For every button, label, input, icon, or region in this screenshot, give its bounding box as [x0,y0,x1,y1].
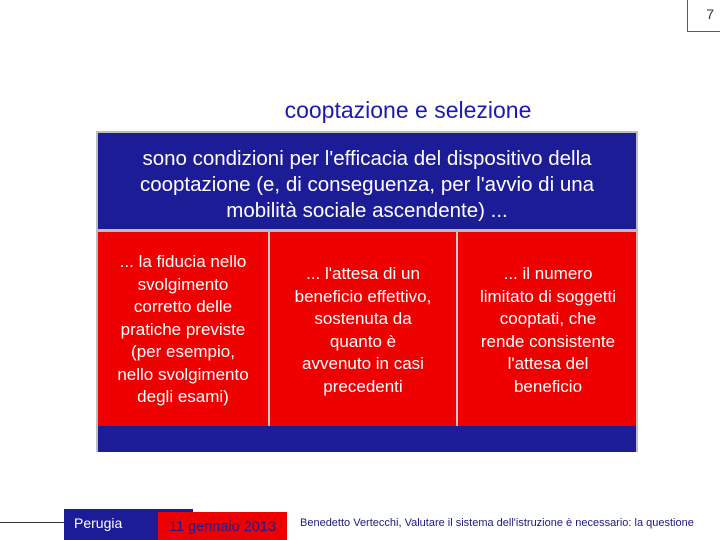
page-number: 7 [687,0,720,32]
footer-author: Benedetto Vertecchi, Valutare il sistema dell'istruzione è necessario: la questione [300,517,694,529]
footer-date: 11 gennaio 2013 [158,512,287,540]
footer-place: Perugia [64,509,193,540]
intro-box [96,131,638,231]
intro-text: sono condizioni per l'efficacia del dispositivo della cooptazione (e, di conseguenza, per l'avvio di una mobilità sociale ascendente) ... [139,147,595,222]
condition-trust: ... la fiducia nello svolgimento corretto delle pratiche previste (per esempio, nello svolgimento degli esami) [117,252,249,406]
conditions-box [96,230,638,426]
condition-expected-benefit: ... l'attesa di un beneficio effettivo, sostenuta da quanto è avvenuto in casi precedenti [294,264,432,396]
box-bottom-band [96,426,638,452]
slide-title: cooptazione e selezione [284,97,532,123]
condition-limited-number: ... il numero limitato di soggetti cooptati, che rende consistente l'attesa del beneficio [479,264,617,396]
footer-rule [0,522,64,523]
